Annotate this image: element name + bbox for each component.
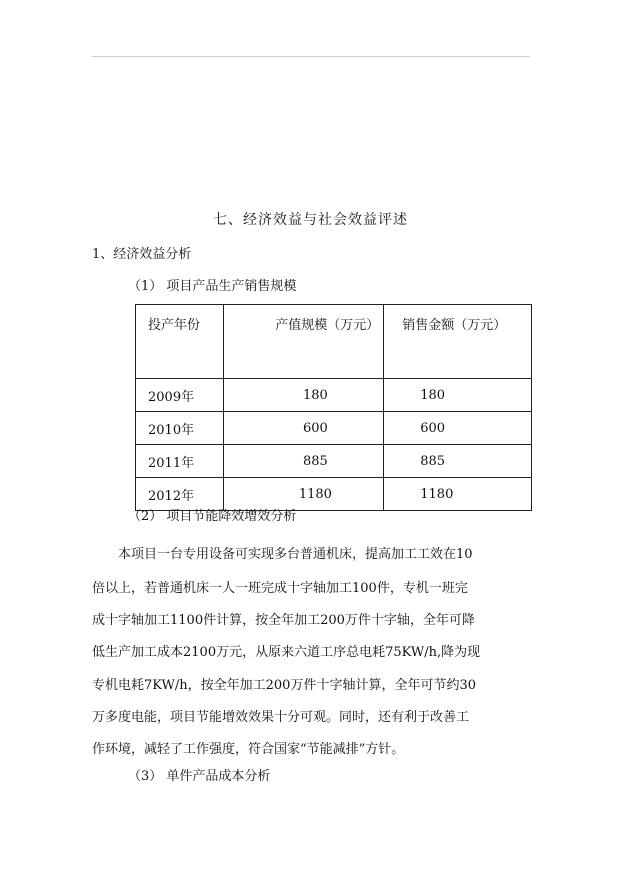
paragraph-line: 本项目一台专用设备可实现多台普通机床，提高加工工效在10 (118, 547, 473, 562)
cell-sales: 180 (384, 379, 532, 412)
paragraph-line: 万多度电能，项目节能增效效果十分可观。同时，还有利于改善工 (92, 710, 470, 725)
cell-sales: 600 (384, 412, 532, 445)
paragraph-line: 倍以上，若普通机床一人一班完成十字轴加工100件，专机一班完 (92, 581, 468, 596)
item-heading-1: （1） 项目产品生产销售规模 (128, 279, 297, 294)
sales-scale-table (135, 304, 532, 511)
paragraph-line: 低生产加工成本2100万元，从原来六道工序总电耗75KW/h,降为现 (92, 645, 481, 660)
cell-year: 2011年 (136, 445, 224, 478)
cell-year: 2012年 (136, 478, 224, 511)
cell-year: 2010年 (136, 412, 224, 445)
cell-sales: 1180 (384, 478, 532, 511)
header-output: 产值规模（万元） (224, 305, 384, 379)
header-year: 投产年份 (136, 305, 224, 379)
cell-output: 1180 (298, 486, 332, 502)
header-rule (92, 56, 530, 57)
cell-output: 180 (302, 387, 328, 403)
table-row (136, 445, 532, 478)
table-row (136, 478, 532, 511)
item-heading-2: （2） 项目节能降效增效分析 (128, 509, 297, 524)
section-title: 七、经济效益与社会效益评述 (213, 212, 408, 228)
cell-sales: 885 (384, 445, 532, 478)
table-row (136, 379, 532, 412)
table-row (136, 412, 532, 445)
subsection-heading: 1、经济效益分析 (92, 247, 192, 262)
cell-output: 885 (302, 453, 328, 469)
item-heading-3: （3） 单件产品成本分析 (128, 769, 271, 784)
header-sales: 销售金额（万元） (384, 305, 532, 379)
paragraph-line: 成十字轴加工1100件计算，按全年加工200万件十字轴，全年可降 (92, 613, 475, 628)
cell-output: 600 (302, 420, 328, 436)
table-header-row (136, 305, 532, 379)
cell-year: 2009年 (136, 379, 224, 412)
paragraph-line: 专机电耗7KW/h，按全年加工200万件十字轴计算，全年可节约30 (92, 678, 476, 693)
paragraph-line: 作环境，减轻了工作强度，符合国家“节能减排”方针。 (92, 742, 405, 757)
